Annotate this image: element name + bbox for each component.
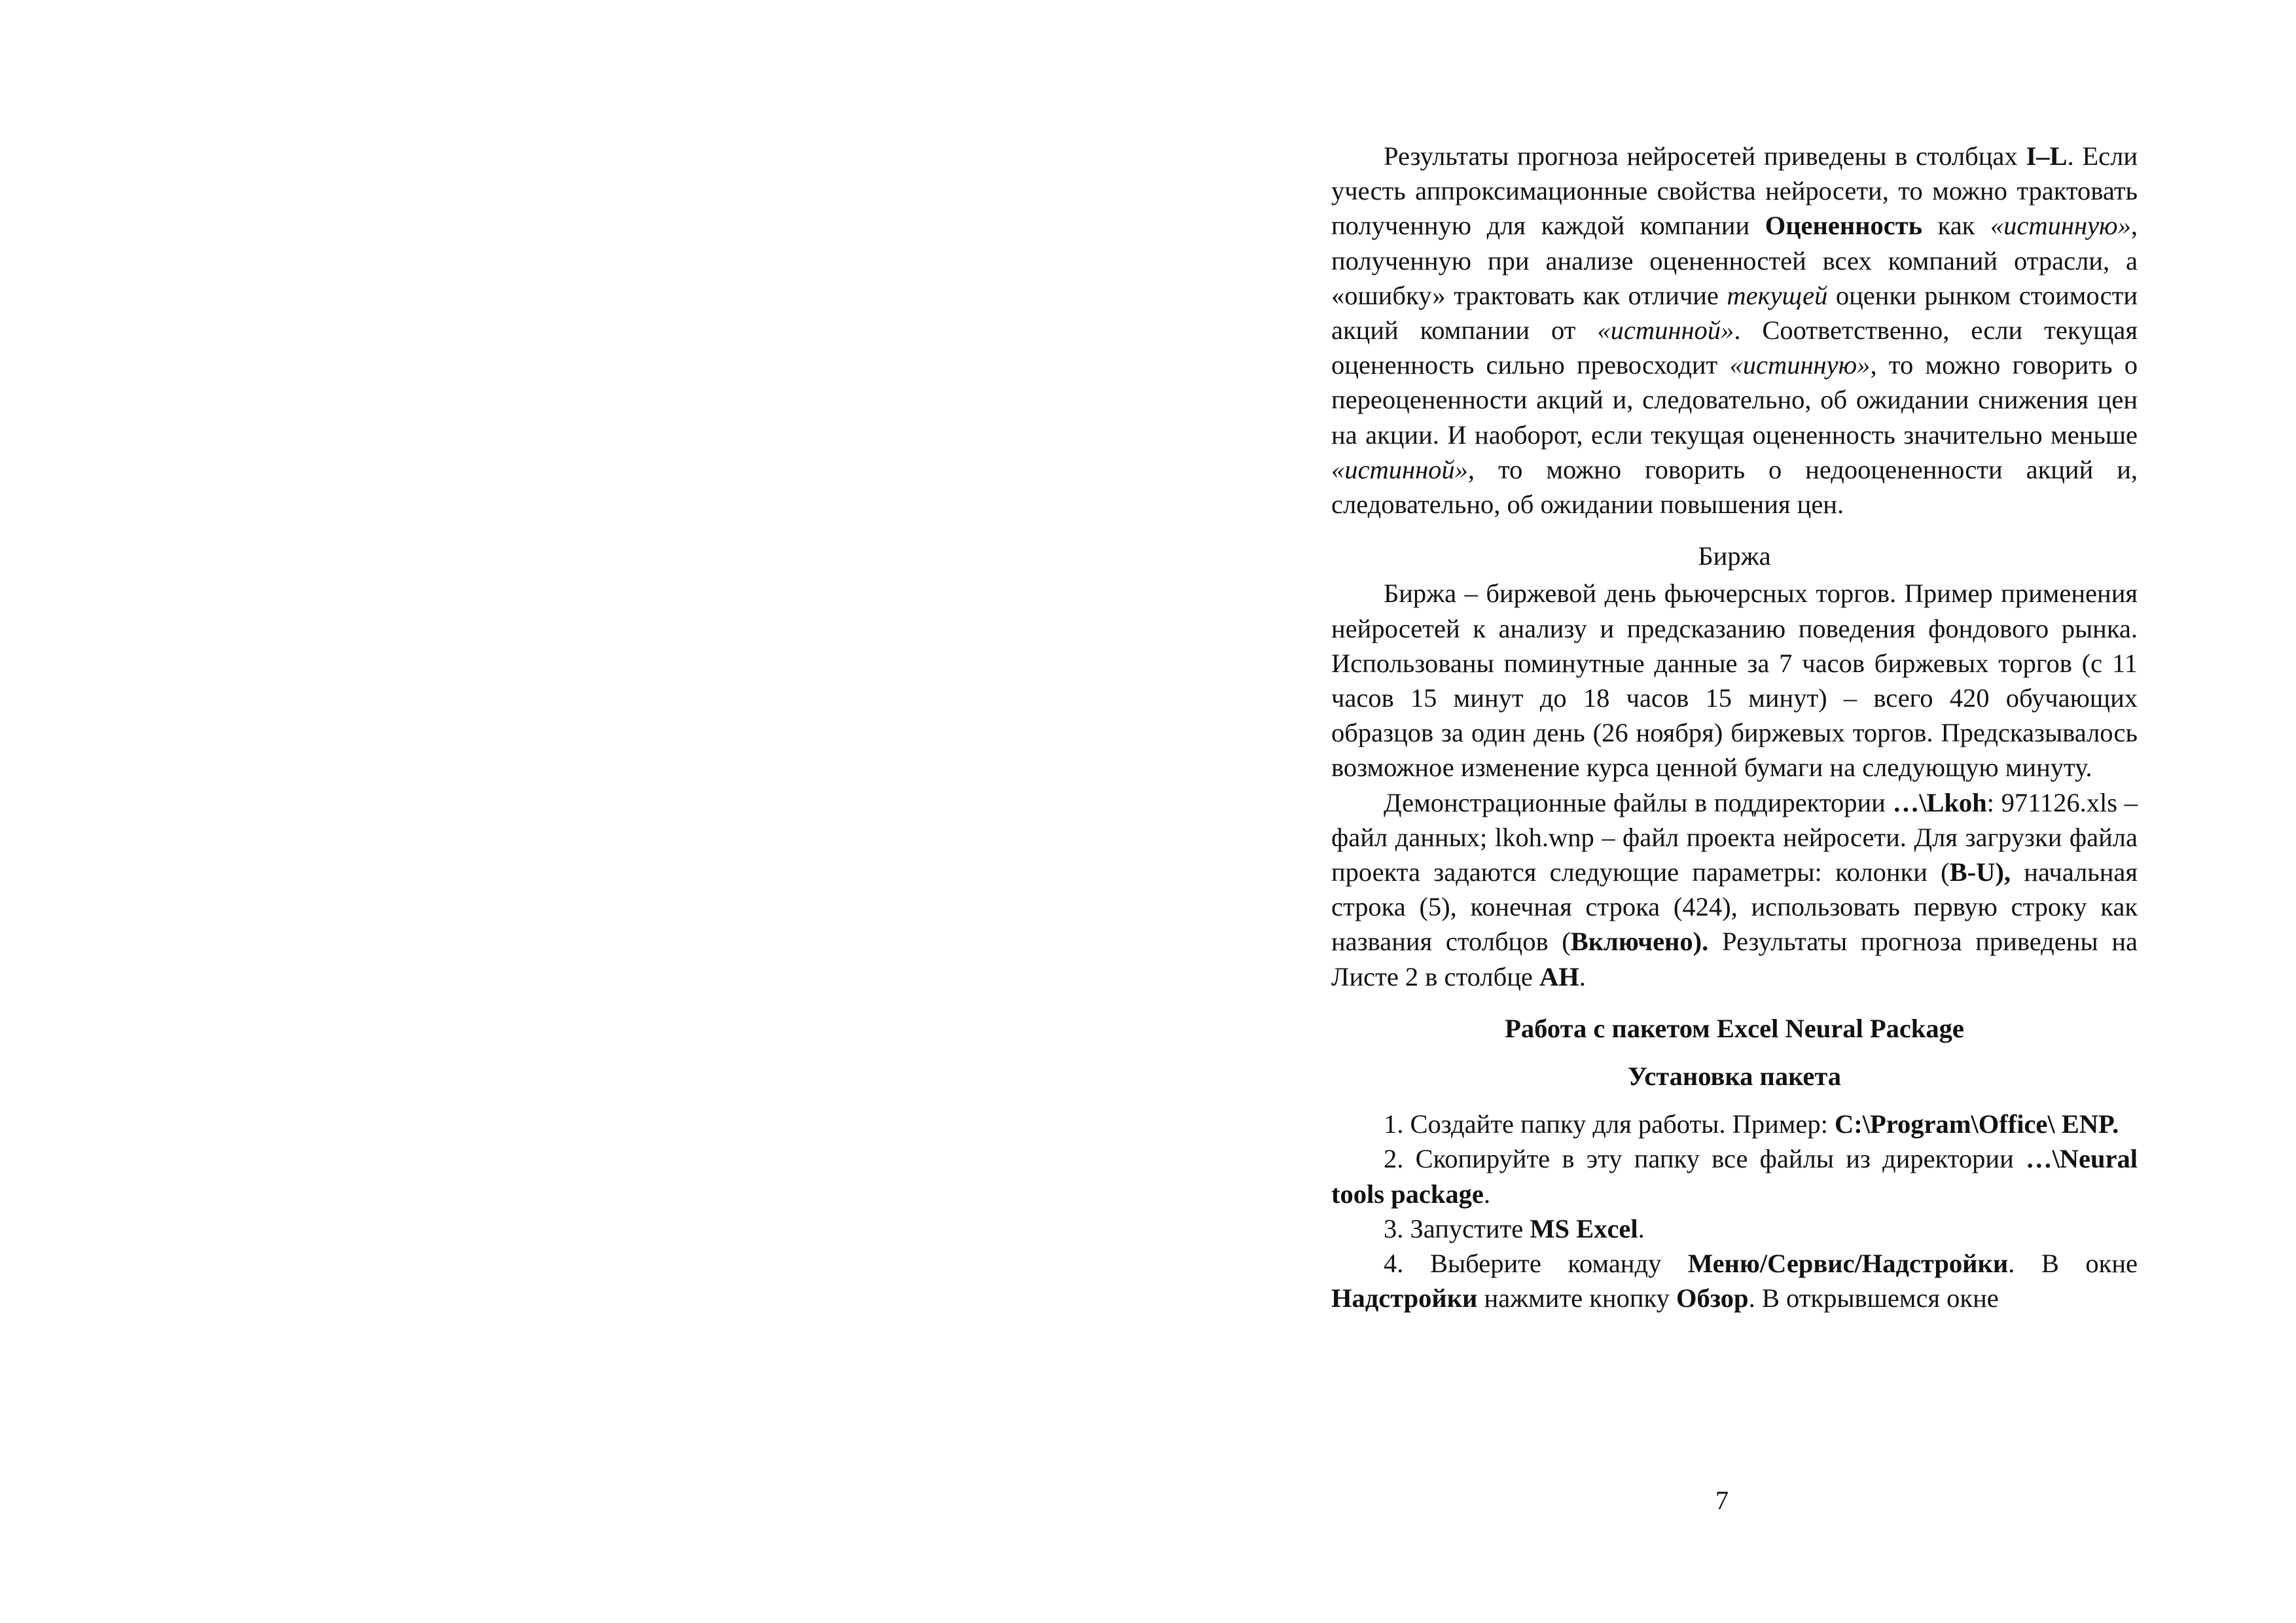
page-number: 7 <box>1715 1486 1729 1515</box>
heading-birzha: Биржа <box>1698 541 1771 571</box>
paragraph-demo-files: Демонстрационные файлы в поддиректории …\Lkoh: 971126.xls – файл данных; lkoh.wnp – файл проекта нейросети. Для загрузки файла проекта задаются следующие параметры: колонки (B-U), начальная строка (5), конечная строка (424), использовать первую строку как названия столбцов (Включено). Результаты прогноза приведены на Листе 2 в столбце AH. <box>1331 787 2138 991</box>
paragraph-birzha: Биржа – биржевой день фьючерсных торгов. Пример применения нейросетей к анализу и предсказанию поведения фондового рынка. Использованы поминутные данные за 7 часов биржевых торгов (с 11 часов 15 минут до 18 часов 15 минут) – всего 420 обучающих образцов за один день (26 ноября) биржевых торгов. Предсказывалось возможное изменение курса ценной бумаги на следующую минуту. <box>1331 579 2138 783</box>
step-4: 4. Выберите команду Меню/Сервис/Надстройки. В окне Надстройки нажмите кнопку Обзор. В открывшемся окне <box>1331 1249 2138 1313</box>
page-text <box>1331 139 2138 1316</box>
paragraph-forecast-results: Результаты прогноза нейросетей приведены в столбцах I–L. Если учесть аппроксимационные свойства нейросети, то можно трактовать полученную для каждой компании Оцененность как «истинную», полученную при анализе оцененностей всех компаний отрасли, а «ошибку» трактовать как отличие текущей оценки рынком стоимости акций компании от «истинной». Соответственно, если текущая оцененность сильно превосходит «истинную», то можно говорить о переоцененности акций и, следовательно, об ожидании снижения цен на акции. И наоборот, если текущая оцененность значительно меньше «истинной», то можно говорить о недооцененности акций и, следовательно, об ожидании повышения цен. <box>1331 141 2138 520</box>
step-2: 2. Скопируйте в эту папку все файлы из директории …\Neural tools package. <box>1331 1144 2138 1209</box>
heading-work-with-package: Работа с пакетом Excel Neural Package <box>1505 1013 1964 1043</box>
heading-install-package: Установка пакета <box>1627 1061 1842 1092</box>
step-3: 3. Запустите MS Excel. <box>1384 1213 1645 1243</box>
step-1: 1. Создайте папку для работы. Пример: C:\Program\Office\ ENP. <box>1384 1109 2119 1139</box>
right-page <box>1148 0 2296 1623</box>
